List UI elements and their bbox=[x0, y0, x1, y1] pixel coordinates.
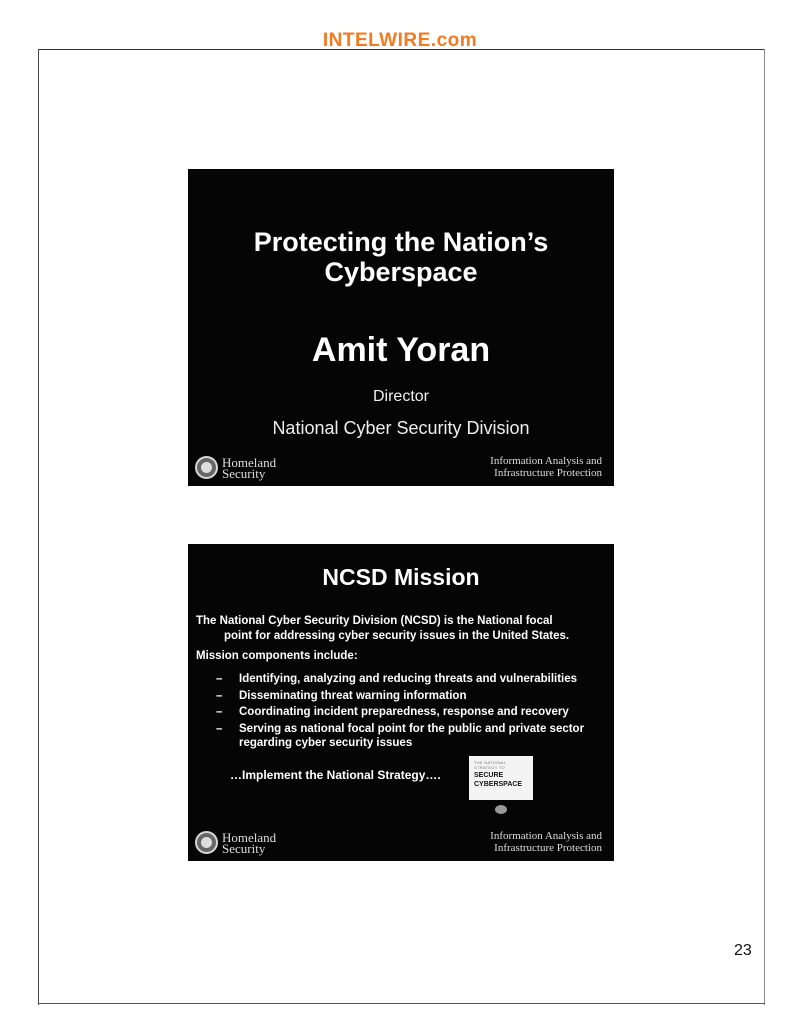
title-line-2: Cyberspace bbox=[324, 257, 478, 287]
presenter-role: Director bbox=[372, 388, 429, 405]
list-item: – Coordinating incident preparedness, response and recovery bbox=[216, 706, 569, 718]
dhs-logo bbox=[195, 456, 276, 479]
logo-text-line-2: Security bbox=[222, 465, 266, 481]
cover-title-line-1: SECURE bbox=[474, 772, 504, 779]
footer-line-2: Infrastructure Protection bbox=[494, 467, 602, 479]
mission-components-list bbox=[216, 672, 612, 753]
page-frame-right bbox=[764, 49, 765, 1005]
page-number: 23 bbox=[734, 942, 752, 959]
page-frame-bottom bbox=[38, 1003, 765, 1004]
list-item: – Serving as national focal point for the public and private sector regarding cyber security issues bbox=[216, 722, 585, 749]
page-frame-top bbox=[38, 49, 765, 50]
mission-intro bbox=[196, 614, 606, 644]
implement-strategy-text: …Implement the National Strategy…. bbox=[230, 768, 441, 782]
dhs-seal-icon bbox=[195, 456, 218, 479]
footer-line-2: Infrastructure Protection bbox=[494, 842, 602, 854]
logo-text-line-1: Homeland bbox=[222, 829, 277, 845]
footer-line-1: Information Analysis and bbox=[490, 830, 602, 842]
footer-line-1: Information Analysis and bbox=[490, 455, 602, 467]
strategy-cover-thumbnail bbox=[469, 756, 533, 800]
slide-footer-department bbox=[490, 455, 602, 479]
list-item: – Disseminating threat warning information bbox=[216, 689, 467, 702]
logo-text-line-1: Homeland bbox=[222, 454, 277, 470]
slide-mission bbox=[188, 544, 614, 861]
dhs-seal-icon bbox=[195, 831, 218, 854]
cover-small-text: THE NATIONAL STRATEGY TO bbox=[474, 760, 507, 770]
slide-footer-department bbox=[490, 830, 602, 854]
intro-line-1: The National Cyber Security Division (NCSD) is the National focal bbox=[196, 615, 553, 627]
intro-line-2: point for addressing cyber security issues in the United States. bbox=[224, 630, 570, 642]
presenter-name: Amit Yoran bbox=[311, 331, 491, 369]
slide-title-heading bbox=[188, 227, 614, 287]
page-frame-left bbox=[38, 49, 39, 1005]
watermark-banner: INTELWIRE.com bbox=[322, 30, 478, 51]
cover-title-line-2: CYBERSPACE bbox=[474, 781, 523, 788]
components-heading: Mission components include: bbox=[196, 650, 358, 662]
list-item: – Identifying, analyzing and reducing threats and vulnerabilities bbox=[216, 673, 578, 685]
mission-title: NCSD Mission bbox=[322, 564, 480, 590]
logo-text-line-2: Security bbox=[222, 840, 266, 856]
title-line-1: Protecting the Nation’s bbox=[253, 227, 549, 257]
slide-title bbox=[188, 169, 614, 486]
eagle-emblem-icon bbox=[495, 805, 507, 814]
presenter-organization: National Cyber Security Division bbox=[272, 418, 530, 438]
dhs-logo bbox=[195, 831, 276, 854]
